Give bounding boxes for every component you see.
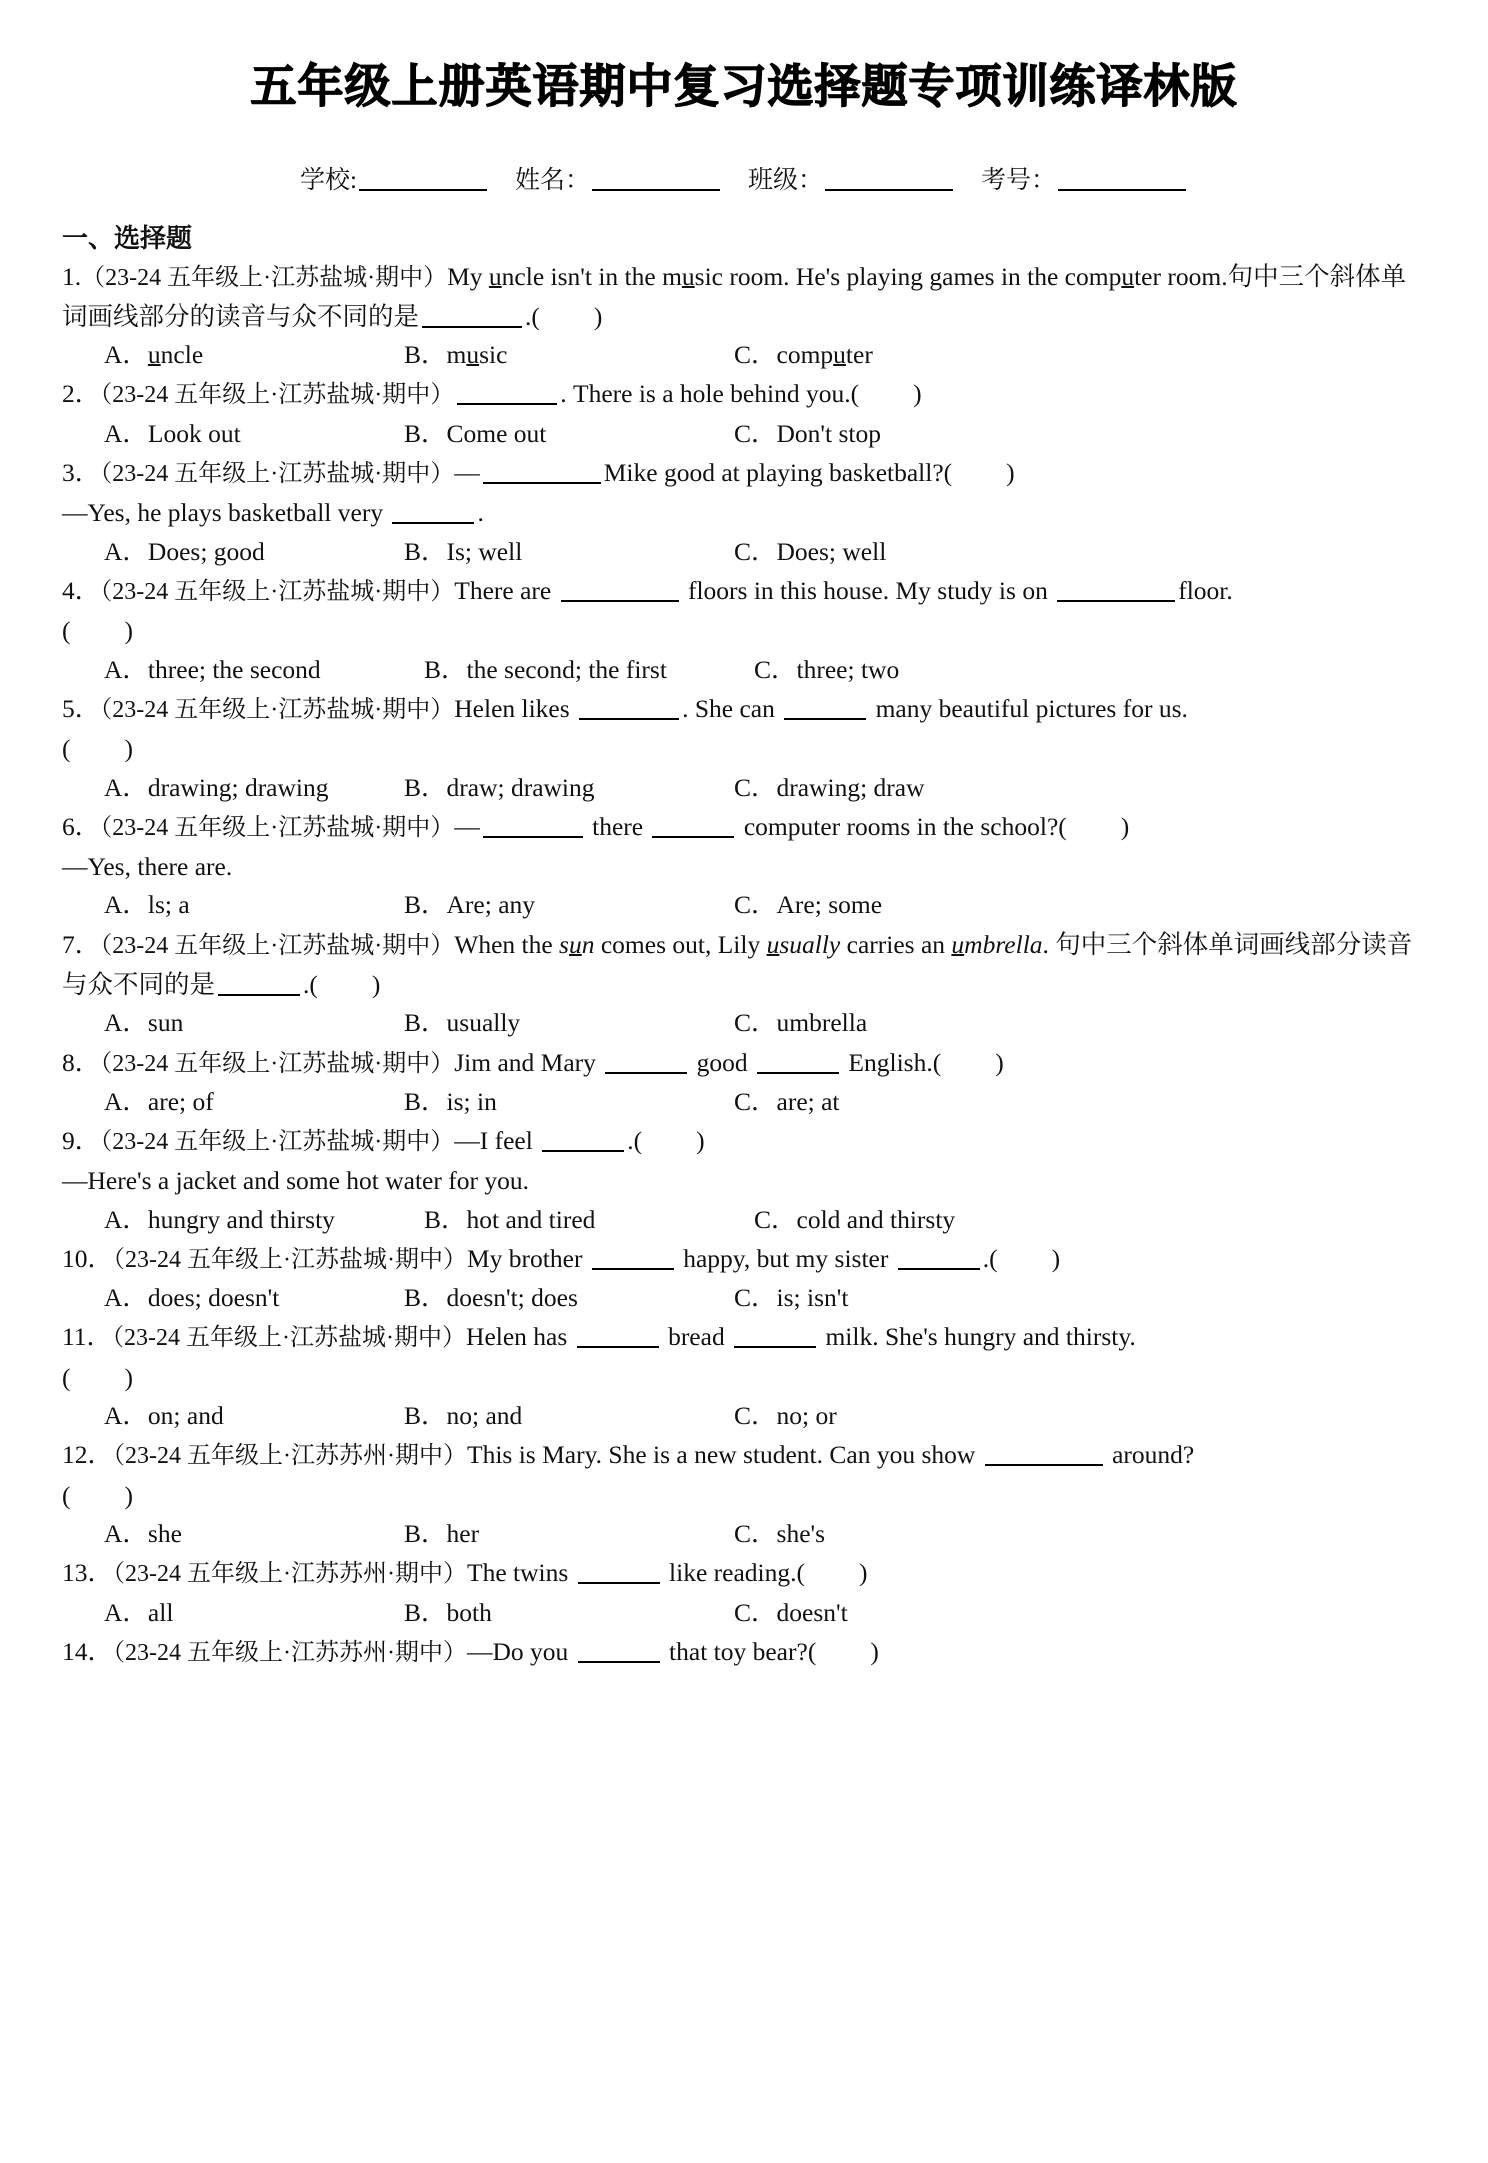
- option-letter: A．: [104, 1283, 148, 1313]
- question-stem: [62, 374, 1426, 414]
- italic-word: sun: [559, 929, 595, 959]
- question-options: [62, 415, 1426, 453]
- option-b[interactable]: [424, 651, 754, 689]
- option-text: cold and thirsty: [796, 1204, 956, 1234]
- option-c[interactable]: [734, 1083, 840, 1121]
- question-paren-line: [62, 1476, 1426, 1516]
- option-letter: A．: [104, 1086, 148, 1116]
- stem-text: Helen has: [466, 1322, 574, 1352]
- option-a[interactable]: A．uncle: [104, 340, 204, 370]
- question-source: （23-24 五年级上·江苏苏州·期中）: [113, 1639, 467, 1666]
- option-letter: A．: [104, 1204, 148, 1234]
- option-letter: C．: [754, 1204, 797, 1234]
- stem-tail: .: [303, 969, 310, 999]
- stem-text: happy, but my sister: [676, 1244, 895, 1274]
- underlined-letter: u: [488, 261, 502, 291]
- stem-text: there: [585, 811, 650, 841]
- answer-paren[interactable]: ( ): [62, 616, 133, 646]
- option-text: does; doesn't: [147, 1283, 280, 1313]
- option-c[interactable]: C．computer: [734, 340, 873, 370]
- section-heading: 一、选择题: [62, 223, 193, 254]
- option-letter: A．: [104, 1008, 148, 1038]
- stem-text: There are: [454, 575, 558, 605]
- stem-chinese: 句中三个斜体单词画线部分的读音与众不同的是: [62, 261, 1407, 331]
- option-letter: C．: [734, 340, 777, 370]
- question-5: [62, 689, 1426, 807]
- question-stem: [62, 1317, 1426, 1357]
- stem-text: —I feel: [454, 1126, 540, 1156]
- question-13: [62, 1553, 1426, 1631]
- question-number: 12．: [62, 1440, 114, 1470]
- option-letter: B．: [404, 772, 447, 802]
- option-letter: A．: [104, 536, 148, 566]
- stem-dash: —: [454, 457, 480, 487]
- stem-text: My brother: [467, 1244, 589, 1274]
- option-letter: C．: [734, 1597, 777, 1627]
- option-letter: B．: [404, 1401, 447, 1431]
- italic-word: umbrella: [951, 929, 1043, 959]
- question-options: [62, 651, 1426, 689]
- option-b[interactable]: [424, 1201, 754, 1239]
- question-number: 6．: [62, 811, 101, 841]
- question-number: 9．: [62, 1126, 101, 1156]
- stem-text: This is Mary. She is a new student. Can you show: [467, 1440, 982, 1470]
- option-text: sun: [147, 1008, 184, 1038]
- question-stem: [62, 1121, 1426, 1161]
- question-number: 14．: [62, 1636, 114, 1666]
- option-a[interactable]: [104, 886, 404, 924]
- option-text: all: [147, 1597, 174, 1627]
- option-text: Are; any: [446, 890, 536, 920]
- question-stem: [62, 1435, 1426, 1475]
- option-b[interactable]: [404, 769, 734, 807]
- question-paren-line: [62, 729, 1426, 769]
- answer-paren[interactable]: ( ): [932, 1047, 1004, 1077]
- answer-blank[interactable]: [392, 522, 474, 524]
- answer-paren[interactable]: ( ): [943, 457, 1015, 487]
- question-number: 1.: [62, 261, 82, 291]
- stem-text: .: [1042, 929, 1049, 959]
- exam-no-blank[interactable]: [1058, 189, 1186, 191]
- option-text: her: [446, 1519, 480, 1549]
- answer-blank[interactable]: [483, 482, 601, 484]
- question-source: （23-24 五年级上·江苏盐城·期中）: [100, 1050, 455, 1077]
- option-text: Does; good: [147, 536, 265, 566]
- question-number: 2．: [62, 379, 101, 409]
- question-options: [62, 1515, 1426, 1553]
- underlined-letter: u: [951, 929, 965, 959]
- underlined-letter: u: [1121, 261, 1135, 291]
- class-label: 班级：: [747, 166, 823, 194]
- question-number: 11．: [62, 1322, 113, 1352]
- option-b[interactable]: B．music: [404, 340, 508, 370]
- question-source: （23-24 五年级上·江苏盐城·期中）: [81, 264, 448, 291]
- option-text: usually: [446, 1008, 521, 1038]
- option-letter: C．: [734, 536, 777, 566]
- stem-text: . She can: [682, 693, 782, 723]
- stem-text: The twins: [467, 1558, 575, 1588]
- question-options: [62, 1004, 1426, 1042]
- option-letter: C．: [734, 1401, 777, 1431]
- option-b[interactable]: [404, 1083, 734, 1121]
- option-c[interactable]: [734, 1515, 825, 1553]
- school-blank[interactable]: [359, 189, 487, 191]
- school-label: 学校:: [300, 166, 357, 194]
- answer-paren[interactable]: ( ): [796, 1558, 868, 1588]
- question-stem: [62, 257, 1426, 337]
- question-source: （23-24 五年级上·江苏盐城·期中）: [100, 696, 455, 723]
- option-text: three; the second: [147, 654, 321, 684]
- option-text: drawing; drawing: [147, 772, 329, 802]
- question-10: [62, 1239, 1426, 1317]
- option-text: are; at: [776, 1086, 840, 1116]
- question-6: [62, 807, 1426, 925]
- option-b[interactable]: [404, 1515, 734, 1553]
- question-dialog-line: —Here's a jacket and some hot water for you.: [62, 1166, 529, 1196]
- question-12: [62, 1435, 1426, 1553]
- question-stem: [62, 453, 1426, 493]
- question-4: [62, 571, 1426, 689]
- answer-paren[interactable]: ( ): [531, 301, 603, 331]
- name-label: 姓名：: [514, 166, 590, 194]
- question-source: （23-24 五年级上·江苏苏州·期中）: [113, 1561, 467, 1588]
- question-source: （23-24 五年级上·江苏盐城·期中）: [100, 382, 455, 409]
- stem-text: good: [690, 1047, 755, 1077]
- option-letter: C．: [734, 1086, 777, 1116]
- option-text: drawing; draw: [776, 772, 925, 802]
- answer-paren[interactable]: ( ): [989, 1244, 1061, 1274]
- answer-blank[interactable]: [985, 1464, 1103, 1466]
- answer-blank[interactable]: [422, 326, 522, 328]
- stem-text: sic room. He's playing games in the comp: [694, 261, 1122, 291]
- underlined-letter: u: [766, 929, 780, 959]
- stem-tail: .: [525, 301, 532, 331]
- option-letter: A．: [104, 654, 148, 684]
- option-a[interactable]: [104, 1594, 404, 1632]
- answer-blank[interactable]: [652, 836, 734, 838]
- option-c[interactable]: [754, 651, 899, 689]
- option-a[interactable]: [104, 533, 404, 571]
- answer-blank[interactable]: [757, 1072, 839, 1074]
- option-letter: B．: [404, 1086, 447, 1116]
- answer-paren[interactable]: ( ): [309, 969, 381, 999]
- option-text: draw; drawing: [446, 772, 595, 802]
- answer-blank[interactable]: [1057, 600, 1175, 602]
- option-letter: C．: [734, 772, 777, 802]
- option-text: Does; well: [776, 536, 887, 566]
- question-stem: [62, 1632, 1426, 1672]
- option-c[interactable]: [734, 886, 882, 924]
- question-1: [62, 257, 1426, 375]
- option-a[interactable]: [104, 1397, 404, 1435]
- option-c[interactable]: [734, 769, 925, 807]
- answer-paren[interactable]: ( ): [62, 733, 133, 763]
- question-8: [62, 1043, 1426, 1121]
- option-letter: A．: [104, 340, 148, 370]
- question-options: [62, 533, 1426, 571]
- answer-blank[interactable]: [734, 1346, 816, 1348]
- question-options: [62, 1397, 1426, 1435]
- option-letter: B．: [404, 1597, 447, 1627]
- option-text: is; in: [446, 1086, 497, 1116]
- option-letter: B．: [404, 1519, 447, 1549]
- question-paren-line: [62, 1358, 1426, 1398]
- question-stem: [62, 1043, 1426, 1083]
- option-text: doesn't; does: [446, 1283, 578, 1313]
- option-letter: A．: [104, 1519, 148, 1549]
- italic-word: usually: [766, 929, 841, 959]
- option-text: Are; some: [776, 890, 883, 920]
- option-text: ls; a: [147, 890, 190, 920]
- page-title: 五年级上册英语期中复习选择题专项训练译林版: [250, 59, 1238, 113]
- question-options: [62, 1201, 1426, 1239]
- option-letter: B．: [404, 890, 447, 920]
- option-letter: C．: [734, 890, 777, 920]
- stem-text: bread: [661, 1322, 732, 1352]
- option-b[interactable]: [404, 1279, 734, 1317]
- answer-paren[interactable]: ( ): [62, 1362, 133, 1392]
- option-letter: B．: [424, 1204, 467, 1234]
- question-options: [62, 769, 1426, 807]
- question-3: [62, 453, 1426, 571]
- stem-text: ncle isn't in the m: [501, 261, 682, 291]
- option-a[interactable]: [104, 1201, 424, 1239]
- question-paren-line: [62, 611, 1426, 651]
- option-b[interactable]: [404, 1004, 734, 1042]
- stem-text: floor.: [1178, 575, 1233, 605]
- question-source: （23-24 五年级上·江苏盐城·期中）: [100, 932, 455, 959]
- question-number: 10．: [62, 1244, 114, 1274]
- option-text: on; and: [147, 1401, 224, 1431]
- option-text: the second; the first: [466, 654, 667, 684]
- stem-text: floors in this house. My study is on: [681, 575, 1055, 605]
- worksheet-page: [0, 58, 1488, 1672]
- option-a[interactable]: [104, 415, 404, 453]
- question-source: （23-24 五年级上·江苏盐城·期中）: [100, 1129, 455, 1156]
- answer-blank[interactable]: [784, 718, 866, 720]
- option-text: no; or: [776, 1401, 837, 1431]
- option-c[interactable]: [734, 533, 886, 571]
- option-letter: A．: [104, 890, 148, 920]
- option-letter: B．: [404, 418, 447, 448]
- answer-paren[interactable]: ( ): [633, 1126, 705, 1156]
- stem-dash: —: [454, 811, 480, 841]
- question-stem: [62, 807, 1426, 847]
- question-dialog-line: [62, 493, 1426, 533]
- name-blank[interactable]: [592, 189, 720, 191]
- option-letter: C．: [734, 1008, 777, 1038]
- answer-paren[interactable]: ( ): [62, 1480, 133, 1510]
- student-info-line: [62, 160, 1426, 196]
- option-text: both: [446, 1597, 492, 1627]
- question-source: （23-24 五年级上·江苏盐城·期中）: [100, 578, 455, 605]
- question-2: [62, 374, 1426, 452]
- stem-text: that toy bear?: [662, 1636, 808, 1666]
- option-text: Is; well: [446, 536, 523, 566]
- option-letter: B．: [404, 1283, 447, 1313]
- stem-text: computer rooms in the school?: [737, 811, 1059, 841]
- question-options: [62, 1083, 1426, 1121]
- option-a[interactable]: [104, 651, 424, 689]
- answer-blank[interactable]: [561, 600, 679, 602]
- option-text: are; of: [147, 1086, 214, 1116]
- stem-text: Jim and Mary: [454, 1047, 603, 1077]
- option-text: is; isn't: [776, 1283, 849, 1313]
- option-a[interactable]: [104, 769, 404, 807]
- stem-text: ter room.: [1134, 261, 1228, 291]
- option-letter: B．: [404, 340, 447, 370]
- exam-no-label: 考号：: [980, 166, 1056, 194]
- stem-text: carries an: [840, 929, 952, 959]
- stem-text: When the: [454, 929, 560, 959]
- question-dialog-line: —Yes, there are.: [62, 851, 233, 881]
- class-blank[interactable]: [825, 189, 953, 191]
- question-11: [62, 1317, 1426, 1435]
- option-letter: C．: [734, 418, 777, 448]
- option-letter: B．: [404, 1008, 447, 1038]
- option-text: Look out: [147, 418, 241, 448]
- question-stem: [62, 689, 1426, 729]
- stem-chinese: 句中三个斜体单词画线部分读音与众不同的是: [62, 929, 1413, 999]
- question-stem: [62, 1239, 1426, 1279]
- stem-text: like reading.: [662, 1558, 797, 1588]
- question-options: [62, 886, 1426, 924]
- answer-paren[interactable]: ( ): [1058, 811, 1130, 841]
- option-text: she's: [776, 1519, 826, 1549]
- option-b[interactable]: [404, 886, 734, 924]
- question-number: 3．: [62, 457, 101, 487]
- question-number: 8．: [62, 1047, 101, 1077]
- question-number: 5．: [62, 693, 101, 723]
- question-source: （23-24 五年级上·江苏盐城·期中）: [112, 1325, 467, 1352]
- stem-text: milk. She's hungry and thirsty.: [819, 1322, 1136, 1352]
- answer-blank[interactable]: [578, 1661, 660, 1663]
- option-letter: B．: [404, 536, 447, 566]
- stem-text: .: [627, 1126, 634, 1156]
- answer-paren[interactable]: ( ): [850, 379, 922, 409]
- option-letter: A．: [104, 1597, 148, 1627]
- option-c[interactable]: [734, 1004, 867, 1042]
- stem-text: My: [447, 261, 489, 291]
- option-text: she: [147, 1519, 182, 1549]
- question-number: 4．: [62, 575, 101, 605]
- option-c[interactable]: [734, 1279, 848, 1317]
- option-a[interactable]: [104, 1004, 404, 1042]
- question-source: （23-24 五年级上·江苏盐城·期中）: [113, 1247, 467, 1274]
- stem-text: around?: [1105, 1440, 1195, 1470]
- option-b[interactable]: [404, 415, 734, 453]
- underlined-letter: u: [568, 929, 582, 959]
- option-a[interactable]: [104, 1279, 404, 1317]
- stem-text: Mike good at playing basketball?: [603, 457, 944, 487]
- stem-text: —Do you: [467, 1636, 575, 1666]
- question-source: （23-24 五年级上·江苏苏州·期中）: [113, 1443, 467, 1470]
- option-c[interactable]: [734, 415, 881, 453]
- stem-text: comes out, Lily: [594, 929, 767, 959]
- option-text: doesn't: [776, 1597, 848, 1627]
- question-number: 7．: [62, 929, 101, 959]
- answer-blank[interactable]: [483, 836, 583, 838]
- stem-text: —Yes, he plays basketball very: [62, 498, 390, 528]
- option-letter: B．: [424, 654, 467, 684]
- option-text: hungry and thirsty: [147, 1204, 335, 1234]
- option-letter: C．: [754, 654, 797, 684]
- answer-blank[interactable]: [457, 403, 557, 405]
- question-source: （23-24 五年级上·江苏盐城·期中）: [100, 814, 455, 841]
- question-7: [62, 925, 1426, 1043]
- option-letter: C．: [734, 1519, 777, 1549]
- answer-blank[interactable]: [578, 1582, 660, 1584]
- question-options: [62, 1279, 1426, 1317]
- option-letter: A．: [104, 1401, 148, 1431]
- option-c[interactable]: [754, 1201, 955, 1239]
- answer-blank[interactable]: [218, 994, 300, 996]
- stem-text: many beautiful pictures for us.: [869, 693, 1188, 723]
- question-options: [62, 336, 1426, 374]
- underlined-letter: u: [833, 340, 846, 370]
- question-stem: [62, 571, 1426, 611]
- answer-paren[interactable]: ( ): [807, 1636, 879, 1666]
- option-letter: A．: [104, 418, 148, 448]
- option-letter: C．: [734, 1283, 777, 1313]
- answer-blank[interactable]: [592, 1268, 674, 1270]
- option-a[interactable]: [104, 1083, 404, 1121]
- option-text: three; two: [796, 654, 900, 684]
- option-letter: A．: [104, 772, 148, 802]
- stem-text: . There is a hole behind you.: [560, 379, 851, 409]
- answer-blank[interactable]: [605, 1072, 687, 1074]
- question-stem: [62, 925, 1426, 1005]
- answer-blank[interactable]: [579, 718, 679, 720]
- answer-blank[interactable]: [542, 1150, 624, 1152]
- underlined-letter: u: [147, 340, 161, 370]
- option-text: Don't stop: [776, 418, 881, 448]
- option-text: umbrella: [776, 1008, 868, 1038]
- question-9: [62, 1121, 1426, 1239]
- option-b[interactable]: [404, 533, 734, 571]
- stem-text: English.: [842, 1047, 933, 1077]
- answer-blank[interactable]: [577, 1346, 659, 1348]
- option-text: Come out: [446, 418, 547, 448]
- question-stem: [62, 1553, 1426, 1593]
- underlined-letter: u: [466, 340, 480, 370]
- option-c[interactable]: [734, 1594, 848, 1632]
- stem-text: Helen likes: [454, 693, 577, 723]
- stem-text: .: [982, 1244, 990, 1274]
- question-options: [62, 1594, 1426, 1632]
- underlined-letter: u: [681, 261, 695, 291]
- option-c[interactable]: [734, 1397, 837, 1435]
- answer-blank[interactable]: [898, 1268, 980, 1270]
- question-14: [62, 1632, 1426, 1672]
- option-b[interactable]: [404, 1397, 734, 1435]
- question-source: （23-24 五年级上·江苏盐城·期中）: [100, 460, 455, 487]
- stem-text: .: [477, 498, 484, 528]
- option-a[interactable]: [104, 1515, 404, 1553]
- question-number: 13．: [62, 1558, 114, 1588]
- option-text: hot and tired: [466, 1204, 596, 1234]
- option-text: no; and: [446, 1401, 523, 1431]
- option-b[interactable]: [404, 1594, 734, 1632]
